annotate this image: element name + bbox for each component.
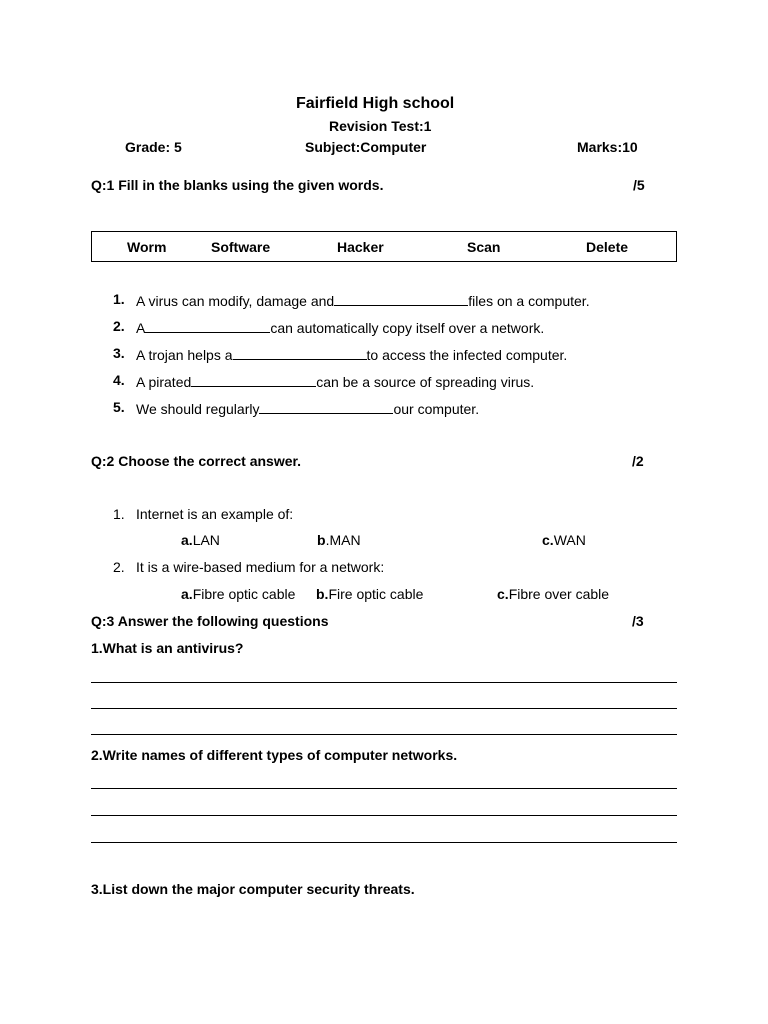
option-text: Fibre over cable xyxy=(508,586,610,602)
option-text: LAN xyxy=(192,532,220,548)
list-item-number: 5. xyxy=(113,399,125,415)
word-bank-item: Worm xyxy=(127,239,167,255)
item-text-before: We should regularly xyxy=(136,401,260,417)
mcq-question: Internet is an example of: xyxy=(136,506,294,522)
mcq-number: 2. xyxy=(113,559,125,575)
q2-score: /2 xyxy=(632,453,644,469)
option-text: Fibre optic cable xyxy=(192,586,296,602)
item-text-before: A trojan helps a xyxy=(136,347,233,363)
q3-question-2: 2.Write names of different types of computer networks. xyxy=(91,747,458,763)
answer-blank[interactable] xyxy=(259,399,393,414)
answer-line[interactable] xyxy=(91,682,677,683)
list-item xyxy=(136,345,567,363)
answer-line[interactable] xyxy=(91,708,677,709)
list-item-number: 4. xyxy=(113,372,125,388)
q3-score: /3 xyxy=(632,613,644,629)
list-item-number: 1. xyxy=(113,291,125,307)
marks-label: Marks:10 xyxy=(577,139,638,155)
q3-question-3: 3.List down the major computer security threats. xyxy=(91,881,415,897)
item-text-after: can be a source of spreading virus. xyxy=(316,374,535,390)
test-title: Revision Test:1 xyxy=(329,118,432,134)
word-bank-item: Scan xyxy=(467,239,501,255)
option-letter: a. xyxy=(181,586,193,602)
school-name: Fairfield High school xyxy=(296,95,455,112)
mcq-option[interactable] xyxy=(181,586,295,602)
answer-line[interactable] xyxy=(91,734,677,735)
list-item xyxy=(136,318,544,336)
list-item xyxy=(136,291,590,309)
word-bank xyxy=(91,231,677,262)
mcq-option[interactable] xyxy=(181,532,220,548)
item-text-after: to access the infected computer. xyxy=(366,347,568,363)
list-item xyxy=(136,372,534,390)
option-text: Fire optic cable xyxy=(328,586,424,602)
mcq-option[interactable] xyxy=(542,532,586,548)
item-text-after: can automatically copy itself over a network. xyxy=(270,320,545,336)
mcq-option[interactable] xyxy=(317,532,361,548)
mcq-option[interactable] xyxy=(316,586,423,602)
q1-score: /5 xyxy=(633,177,645,193)
q3-title: Q:3 Answer the following questions xyxy=(91,613,329,629)
answer-blank[interactable] xyxy=(191,372,316,387)
option-letter: c. xyxy=(542,532,554,548)
list-item xyxy=(136,399,479,417)
q2-title: Q:2 Choose the correct answer. xyxy=(91,453,302,469)
q1-title: Q:1 Fill in the blanks using the given words. xyxy=(91,177,384,193)
item-text-after: our computer. xyxy=(393,401,480,417)
answer-blank[interactable] xyxy=(334,291,468,306)
answer-line[interactable] xyxy=(91,815,677,816)
word-bank-item: Software xyxy=(211,239,271,255)
item-text-after: files on a computer. xyxy=(468,293,590,309)
subject-label: Subject:Computer xyxy=(305,139,427,155)
item-text-before: A virus can modify, damage and xyxy=(136,293,335,309)
item-text-before: A pirated xyxy=(136,374,192,390)
option-letter: c. xyxy=(497,586,509,602)
word-bank-item: Delete xyxy=(586,239,629,255)
mcq-number: 1. xyxy=(113,506,125,522)
answer-line[interactable] xyxy=(91,842,677,843)
item-text-before: A xyxy=(136,320,146,336)
option-letter: a. xyxy=(181,532,193,548)
answer-line[interactable] xyxy=(91,788,677,789)
mcq-question: It is a wire-based medium for a network: xyxy=(136,559,385,575)
list-item-number: 3. xyxy=(113,345,125,361)
word-bank-item: Hacker xyxy=(337,239,384,255)
option-letter: b. xyxy=(316,586,329,602)
grade-label: Grade: 5 xyxy=(125,139,182,155)
option-text: .MAN xyxy=(325,532,361,548)
answer-blank[interactable] xyxy=(233,345,367,360)
option-letter: b xyxy=(317,532,326,548)
answer-blank[interactable] xyxy=(145,318,270,333)
q3-question-1: 1.What is an antivirus? xyxy=(91,640,244,656)
mcq-option[interactable] xyxy=(497,586,609,602)
option-text: WAN xyxy=(553,532,586,548)
list-item-number: 2. xyxy=(113,318,125,334)
